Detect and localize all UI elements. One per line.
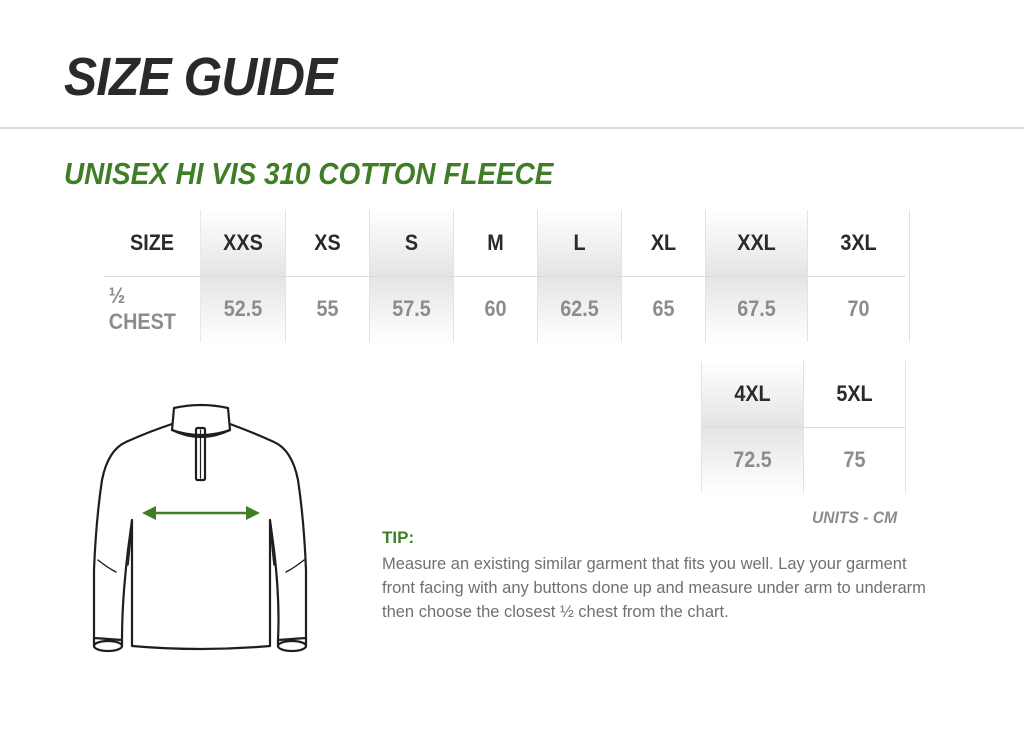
tip-label: TIP: [382,528,415,547]
tip-text: Measure an existing similar garment that fits you well. Lay your garment front facing with any buttons done up and measure under arm to underarm then choose the closest ½ chest from the chart. [382,555,926,621]
fleece-garment-icon [88,400,318,662]
chest-value: 60 [484,296,507,321]
size-label: 4XL [734,381,771,406]
page-title: SIZE GUIDE [64,47,337,107]
chest-value: 65 [652,296,675,321]
size-label: XS [314,230,341,255]
table-row-divider [701,427,905,428]
chest-value: 72.5 [733,447,772,472]
chest-value: 70 [847,296,870,321]
size-label: XL [650,230,677,255]
table-row-divider [104,276,906,277]
size-label: XXL [737,230,776,255]
chest-value: 55 [316,296,339,321]
size-label: M [487,230,504,255]
row-header-chest: ½ CHEST [108,283,176,334]
size-label: 3XL [840,230,877,255]
row-header-size: SIZE [129,230,175,255]
header-divider [0,127,1024,129]
chest-value: 62.5 [560,296,599,321]
units-label: UNITS - CM [812,508,898,527]
size-label: XXS [223,230,263,255]
product-name: UNISEX HI VIS 310 COTTON FLEECE [64,156,554,191]
size-label: 5XL [836,381,873,406]
chest-value: 75 [843,447,866,472]
size-label: L [573,230,586,255]
chest-value: 67.5 [737,296,776,321]
chest-value: 57.5 [392,296,431,321]
size-label: S [404,230,419,255]
chest-value: 52.5 [223,296,263,321]
